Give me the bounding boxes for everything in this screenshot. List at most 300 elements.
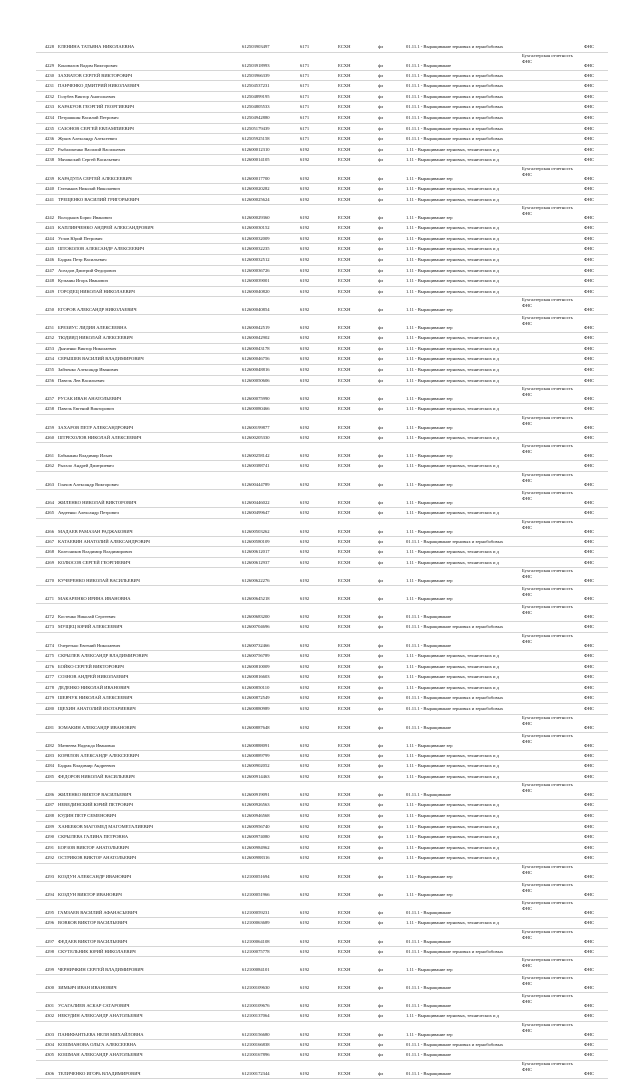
row-number: 4259 [44,424,54,430]
activity-code: 01.11.1 - Выращивание [406,909,452,915]
reporting-note: Бухгалтерская отчетность ФНС [522,472,573,484]
table-row [36,53,608,71]
person-name: Павель Евгений Викторович [58,406,114,412]
reporting-note: Бухгалтерская отчетность ФНС [522,782,573,794]
entity-type: фл [378,653,384,658]
tax-id: 612600030152 [242,225,270,231]
tax-id: 612600042902 [242,335,270,341]
activity-code: 1.11 - Выращивание зер [406,453,453,459]
entity-type: фл [378,114,384,120]
authority: ФНС [584,288,595,294]
tax-regime: ЕСХН [338,453,351,459]
activity-code: 1.11 - Выращивание зер [406,873,453,879]
row-number: 4266 [44,528,54,534]
activity-code: 1.11 - Выращивание зер [406,396,453,402]
entity-type: фл [378,967,384,973]
authority: ФНС [584,246,595,252]
activity-code: 1.11 - Выращивание зерновых, технических и д [406,855,499,861]
authority: ФНС [584,724,595,730]
tax-id: 612600040820 [242,288,270,294]
activity-code: 1.11 - Выращивание зерновых, технических и д [406,812,499,818]
tax-regime: ЕСХН [338,909,351,915]
reporting-note: Бухгалтерская отчетность ФНС [522,993,573,1005]
reporting-note: Бухгалтерская отчетность ФНС [522,604,573,616]
tax-regime: ЕСХН [338,891,351,897]
tax-id: 612100051966 [242,891,270,897]
person-name: ФЕДАЕВ ВИКТОР ВАСИЛЬЕВИЧ [58,938,128,944]
tax-regime: ЕСХН [338,873,351,879]
row-number: 4260 [44,434,54,440]
region-code: 6192 [300,367,310,373]
tax-regime: ЕСХН [338,256,351,262]
row-number: 4234 [44,114,54,120]
tax-regime: ЕСХН [338,356,351,362]
person-name: КАРАДУЛА СЕРГЕЙ АЛЕКСЕЕВИЧ [58,175,132,181]
person-name: СОЗНОВ АНДРЕЙ НИКОЛАЕВИЧ [58,674,129,680]
table-row [36,461,608,472]
authority: ФНС [584,196,595,202]
entity-type: фл [378,44,384,49]
table-row [36,244,608,255]
activity-code: 1.11 - Выращивание зерновых, технических и д [406,653,499,658]
region-code: 6192 [300,185,310,191]
reporting-note: Бухгалтерская отчетность ФНС [522,205,573,217]
tax-id: 612503903497 [242,44,270,49]
table-row [36,975,608,993]
row-number: 4293 [44,873,54,879]
tax-regime: ЕСХН [338,434,351,440]
table-row [36,537,608,548]
tax-id: 612100063689 [242,919,270,925]
person-name: ХАНБЕКОВ МАГОМЕД МАГОМЕТАЛИЕВИЧ [58,823,153,829]
entity-type: фл [378,453,384,459]
entity-type: фл [378,1003,384,1009]
reporting-note: Бухгалтерская отчетность ФНС [522,957,573,969]
region-code: 6192 [300,674,310,680]
person-name: Рыбальченко Василий Васильевич [58,146,126,152]
entity-type: фл [378,278,384,284]
region-code: 6192 [300,396,310,402]
activity-code: 1.11 - Выращивание зерновых, технических и д [406,406,499,412]
table-row [36,415,608,433]
authority: ФНС [584,1031,595,1037]
table-row [36,651,608,662]
tax-regime: ЕСХН [338,919,351,925]
row-number: 4280 [44,705,54,711]
activity-code: 01.11.1 - Выращивание [406,1003,452,1009]
tax-regime: ЕСХН [338,136,351,142]
activity-code: 1.11 - Выращивание зер [406,424,453,430]
region-code: 6192 [300,453,310,459]
entity-type: фл [378,1070,384,1076]
tax-id: 612600046756 [242,356,270,362]
entity-type: фл [378,185,384,191]
region-code: 6192 [300,196,310,202]
row-number: 4279 [44,695,54,701]
row-number: 4265 [44,510,54,516]
table-row [36,266,608,277]
person-name: МУЩЕЦ ЮРИЙ АЛЕКСЕЕВИЧ [58,624,123,630]
register-table [36,42,608,1079]
table-row [36,519,608,537]
activity-code: 1.11 - Выращивание зерновых, технических и д [406,834,499,840]
entity-type: фл [378,985,384,991]
entity-type: фл [378,288,384,294]
authority: ФНС [584,773,595,779]
table-row [36,929,608,947]
region-code: 6192 [300,246,310,252]
region-code: 6192 [300,482,310,488]
entity-type: фл [378,695,384,701]
region-code: 6192 [300,463,310,469]
row-number: 4299 [44,967,54,973]
person-name: ПАНИФАНТЬЕВА НЕЛЯ МИХАЙЛОВНА [58,1031,144,1037]
activity-code: 01.11.1 - Выращивание зерновых и зернобобовых [406,538,504,544]
table-row [36,472,608,490]
table-row [36,683,608,694]
tax-regime: ЕСХН [338,538,351,544]
tax-id: 612100172344 [242,1070,270,1076]
authority: ФНС [584,653,595,658]
tax-id: 612600704696 [242,624,270,630]
activity-code: 01.11.1 - Выращивание зерновых и зернобобовых [406,72,504,78]
table-row [36,195,608,206]
entity-type: фл [378,345,384,351]
row-number: 4268 [44,549,54,555]
authority: ФНС [584,72,595,78]
activity-code: 01.11.1 - Выращивание зерновых и зернобобовых [406,624,504,630]
entity-type: фл [378,855,384,861]
row-number: 4290 [44,834,54,840]
region-code: 6192 [300,967,310,973]
tax-id: 612600446022 [242,500,270,506]
person-name: ШТОКОЛОВ АЛЕКСАНДР АЛЕКСЕЕВИЧ [58,246,145,252]
row-number: 4286 [44,792,54,798]
region-code: 6171 [300,125,310,131]
person-name: ДЕДЕНКО НИКОЛАЙ ИВАНОВИЧ [58,684,130,690]
tax-regime: ЕСХН [338,802,351,808]
person-name: Жуков Александр Алексеевич [58,136,117,142]
activity-code: 1.11 - Выращивание зерновых, технических и д [406,345,499,351]
person-name: ЕЛЕНИНА ТАТЬЯНА НИКОЛАЕВНА [58,44,135,49]
person-name: ВОВКОВ ВИКТОР ВАСИЛЬЕВИЧ [58,919,128,925]
activity-code: 1.11 - Выращивание зерновых, технических и д [406,377,499,383]
tax-id: 612600388741 [242,463,270,469]
row-number: 4294 [44,891,54,897]
tax-id: 612600012310 [242,146,270,152]
person-name: ПАНЧЕНКО ДМИТРИЙ НИКОЛАЕВИЧ [58,83,140,89]
table-row [36,751,608,762]
table-row [36,134,608,145]
person-name: Авдеенко Александр Петрович [58,510,119,516]
entity-type: фл [378,802,384,808]
entity-type: фл [378,146,384,152]
tax-regime: ЕСХН [338,278,351,284]
person-name: КУЧЕРЕНКО НИКОЛАЙ ВАСИЛЬЕВИЧ [58,578,140,584]
authority: ФНС [584,614,595,620]
authority: ФНС [584,83,595,89]
person-name: Володьков Борис Иванович [58,215,112,221]
authority: ФНС [584,367,595,373]
authority: ФНС [584,705,595,711]
row-number: 4271 [44,596,54,602]
region-code: 6192 [300,235,310,241]
row-number: 4244 [44,235,54,241]
activity-code: 1.11 - Выращивание зерновых, технических и д [406,278,499,284]
person-name: Бадрак Петр Васильевич [58,256,107,262]
person-name: ФЕДОРОВ НИКОЛАЙ ВАСИЛЬЕВИЧ [58,773,135,779]
activity-code: 1.11 - Выращивание зер [406,215,453,221]
tax-regime: ЕСХН [338,528,351,534]
row-number: 4231 [44,83,54,89]
person-name: ГОРОДЕЦ НИКОЛАЙ НИКОЛАЕВИЧ [58,288,135,294]
region-code: 6192 [300,559,310,565]
person-name: Гатеньков Николай Николаевич [58,185,120,191]
entity-type: фл [378,834,384,840]
tax-regime: ЕСХН [338,424,351,430]
row-number: 4250 [44,307,54,313]
authority: ФНС [584,643,595,648]
tax-regime: ЕСХН [338,596,351,602]
region-code: 6192 [300,614,310,620]
person-name: Павель Лев Васильевич [58,377,105,383]
authority: ФНС [584,93,595,99]
tax-id: 612600580109 [242,538,270,544]
region-code: 6192 [300,578,310,584]
row-number: 4261 [44,453,54,459]
row-number: 4278 [44,684,54,690]
person-name: ГАМЗАЕВ ВАСИЛИЙ АФАНАСЬЕВИЧ [58,909,138,915]
tax-id: 612600914463 [242,773,270,779]
tax-regime: ЕСХН [338,225,351,231]
entity-type: фл [378,643,384,648]
row-number: 4237 [44,146,54,152]
row-number: 4283 [44,752,54,758]
activity-code: 1.11 - Выращивание зер [406,482,453,488]
table-row [36,672,608,683]
entity-type: фл [378,62,384,68]
tax-id: 612503966339 [242,72,270,78]
tax-regime: ЕСХН [338,325,351,331]
tax-id: 612600075990 [242,396,270,402]
entity-type: фл [378,325,384,331]
entity-type: фл [378,196,384,202]
region-code: 6192 [300,549,310,555]
table-row [36,662,608,673]
region-code: 6192 [300,1013,310,1019]
tax-regime: ЕСХН [338,705,351,711]
row-number: 4303 [44,1031,54,1037]
activity-code: 1.11 - Выращивание зерновых, технических и д [406,1013,499,1019]
person-name: ШТРЕХОЛОВ НИКОЛАЙ АЛЕКСЕЕВИЧ [58,434,142,440]
person-name: СКУТЕЛЬНИК ЮРИЙ НИКОЛАЕВИЧ [58,948,136,954]
entity-type: фл [378,424,384,430]
authority: ФНС [584,855,595,861]
region-code: 6192 [300,938,310,944]
tax-regime: ЕСХН [338,345,351,351]
authority: ФНС [584,812,595,818]
row-number: 4240 [44,185,54,191]
person-name: СКРЫЛЕВА ГАЛИНА ПЕТРОВНА [58,834,129,840]
table-row [36,558,608,569]
entity-type: фл [378,463,384,469]
tax-id: 612600919091 [242,792,270,798]
person-name: ЩЕХИН АНАТОЛИЙ ИЗОТАРИЕВИЧ [58,705,136,711]
entity-type: фл [378,752,384,758]
row-number: 4274 [44,643,54,648]
activity-code: 01.11.1 - Выращивание [406,938,452,944]
reporting-note: Бухгалтерская отчетность ФНС [522,899,573,911]
authority: ФНС [584,891,595,897]
reporting-note: Бухгалтерская отчетность ФНС [522,928,573,940]
tax-id: 612600017700 [242,175,270,181]
region-code: 6192 [300,1003,310,1009]
authority: ФНС [584,674,595,680]
entity-type: фл [378,549,384,555]
person-name: ЧЕРНИЧКИН СЕРГЕЙ ВЛАДИМИРОВИЧ [58,967,144,973]
region-code: 6192 [300,596,310,602]
entity-type: фл [378,72,384,78]
tax-regime: ЕСХН [338,684,351,690]
table-row [36,255,608,266]
tax-id: 612600732466 [242,643,270,648]
table-row [36,811,608,822]
region-code: 6192 [300,855,310,861]
tax-regime: ЕСХН [338,367,351,373]
tax-id: 612600880989 [242,705,270,711]
entity-type: фл [378,674,384,680]
row-number: 4287 [44,802,54,808]
region-code: 6192 [300,175,310,181]
reporting-note: Бухгалтерская отчетность ФНС [522,443,573,455]
activity-code: 1.11 - Выращивание зерновых, технических и д [406,256,499,262]
person-name: ЗАХАРОВ ПЕТР АЛЕКСАНДРОВИЧ [58,424,134,430]
authority: ФНС [584,114,595,120]
row-number: 4242 [44,215,54,221]
authority: ФНС [584,528,595,534]
table-row [36,155,608,166]
table-row [36,947,608,958]
person-name: КУДИН ПЕТР СЕМЕНОВИЧ [58,812,117,818]
tax-id: 612100084101 [242,967,270,973]
tax-regime: ЕСХН [338,235,351,241]
person-name: РУСАК ИВАН АНАТОЛЬЕВИЧ [58,396,122,402]
tax-id: 612600042519 [242,325,270,331]
region-code: 6192 [300,1041,310,1047]
tax-regime: ЕСХН [338,335,351,341]
tax-id: 612600622276 [242,578,270,584]
activity-code: 01.11.1 - Выращивание [406,1070,452,1076]
person-name: КОЗДУН ВИКТОР ИВАНОВИЧ [58,891,122,897]
table-row [36,693,608,704]
activity-code: 1.11 - Выращивание зерновых, технических и д [406,559,499,565]
tax-id: 612600499647 [242,510,270,516]
person-name: БОРЗОВ ВИКТОР АНАТОЛЬЕВИЧ [58,844,129,850]
region-code: 6192 [300,510,310,516]
row-number: 4292 [44,855,54,861]
table-row [36,92,608,103]
table-row [36,443,608,461]
tax-id: 612100137064 [242,1013,270,1019]
authority: ФНС [584,396,595,402]
activity-code: 1.11 - Выращивание зерновых, технических и д [406,356,499,362]
tax-regime: ЕСХН [338,246,351,252]
authority: ФНС [584,559,595,565]
person-name: Очеретько Евгений Николаевич [58,643,121,648]
tax-id: 612100109630 [242,985,270,991]
activity-code: 1.11 - Выращивание зерновых, технических и д [406,157,499,163]
tax-id: 612600205330 [242,434,270,440]
person-name: БРЕЗИУС ЛИДИЯ АЛЕКСЕЕВНА [58,325,127,331]
tax-id: 612600988316 [242,855,270,861]
table-row [36,102,608,113]
region-code: 6192 [300,985,310,991]
tax-id: 612600612017 [242,549,270,555]
tax-regime: ЕСХН [338,463,351,469]
entity-type: фл [378,225,384,231]
tax-id: 612600926563 [242,802,270,808]
authority: ФНС [584,267,595,273]
region-code: 6192 [300,763,310,769]
tax-id: 612503918993 [242,62,270,68]
reporting-note: Бухгалтерская отчетность ФНС [522,732,573,744]
entity-type: фл [378,938,384,944]
row-number: 4272 [44,614,54,620]
activity-code: 01.11.1 - Выращивание зерновых и зернобобовых [406,948,504,954]
entity-type: фл [378,919,384,925]
tax-regime: ЕСХН [338,823,351,829]
table-row [36,704,608,715]
tax-id: 612504942880 [242,114,270,120]
region-code: 6171 [300,114,310,120]
tax-id: 612600040854 [242,307,270,313]
row-number: 4297 [44,938,54,944]
authority: ФНС [584,695,595,701]
row-number: 4262 [44,463,54,469]
row-number: 4239 [44,175,54,181]
tax-id: 612600029360 [242,215,270,221]
authority: ФНС [584,406,595,412]
tax-regime: ЕСХН [338,967,351,973]
row-number: 4232 [44,93,54,99]
row-number: 4235 [44,125,54,131]
authority: ФНС [584,175,595,181]
tax-id: 612600048816 [242,367,270,373]
row-number: 4245 [44,246,54,252]
entity-type: фл [378,596,384,602]
region-code: 6192 [300,157,310,163]
row-number: 4301 [44,1003,54,1009]
tax-regime: ЕСХН [338,482,351,488]
region-code: 6171 [300,136,310,142]
authority: ФНС [584,834,595,840]
entity-type: фл [378,267,384,273]
region-code: 6192 [300,345,310,351]
authority: ФНС [584,873,595,879]
tax-id: 612100075778 [242,948,270,954]
person-name: Коновалов Вадим Викторович [58,62,118,68]
row-number: 4229 [44,62,54,68]
activity-code: 01.11.1 - Выращивание [406,985,452,991]
person-name: КОШМАН АЛЕКСАНДР АНАТОЛЬЕВИЧ [58,1052,143,1058]
person-name: Костенко Николай Сергеевич [58,614,116,620]
entity-type: фл [378,510,384,516]
region-code: 6192 [300,802,310,808]
person-name: ТЮДИЯД НИКОЛАЙ АЛЕКСЕЕВИЧ [58,335,133,341]
activity-code: 1.11 - Выращивание зерновых, технических и д [406,463,499,469]
tax-regime: ЕСХН [338,185,351,191]
row-number: 4258 [44,406,54,412]
